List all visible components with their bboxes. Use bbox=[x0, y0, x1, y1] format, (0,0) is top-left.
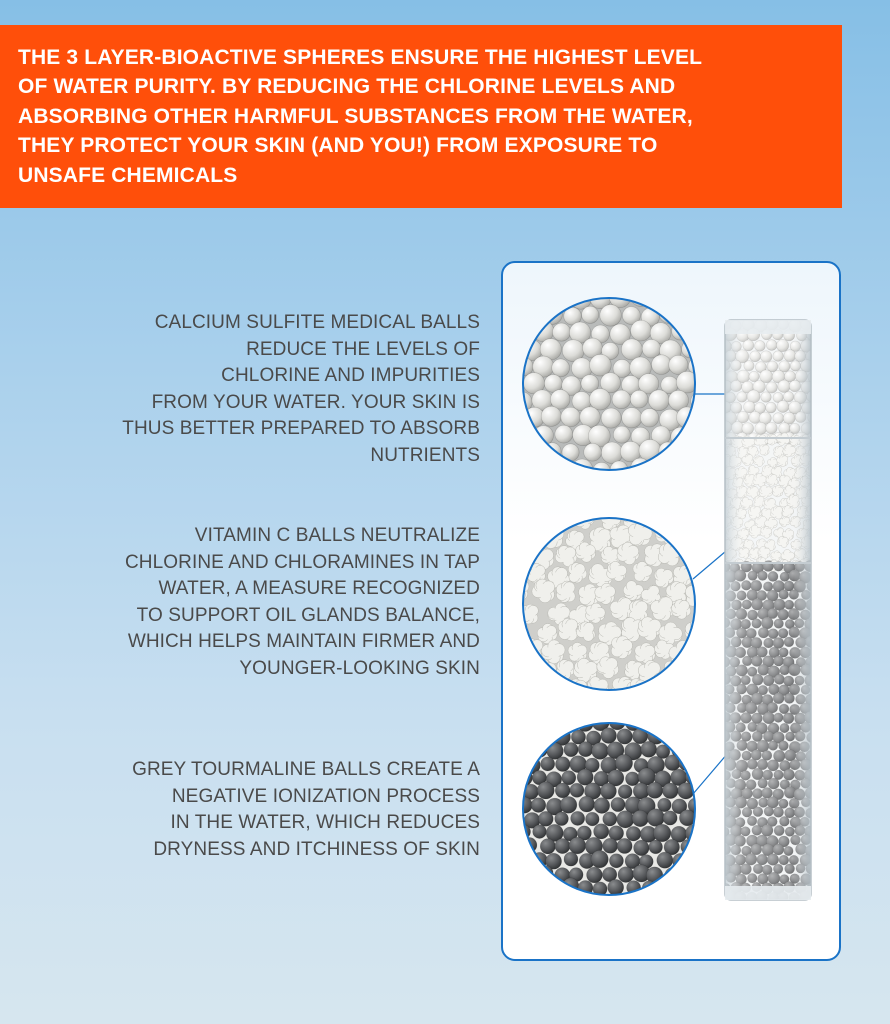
vitamin-c-description: VITAMIN C BALLS NEUTRALIZE CHLORINE AND CHLORAMINES IN TAP WATER, A MEASURE RECOGNIZED TO SUPPORT OIL GLANDS BALANCE, WHICH HELPS MAINTAIN FIRMER AND YOUNGER-LOOKING SKIN bbox=[124, 525, 480, 679]
headline-banner bbox=[0, 25, 842, 208]
vitamin-c-balls-closeup bbox=[509, 503, 718, 703]
calcium-sulfite-balls-closeup bbox=[512, 286, 710, 482]
filter-product-image-frame bbox=[501, 261, 841, 961]
tourmaline-balls-closeup bbox=[514, 713, 711, 911]
tourmaline-description: GREY TOURMALINE BALLS CREATE A NEGATIVE IONIZATION PROCESS IN THE WATER, WHICH REDUCES DRYNESS AND ITCHINESS OF SKIN bbox=[132, 759, 480, 860]
headline-text: THE 3 LAYER-BIOACTIVE SPHERES ENSURE THE HIGHEST LEVEL OF WATER PURITY. BY REDUCING THE CHLORINE LEVELS AND ABSORBING OTHER HARMFUL SUBSTANCES FROM THE WATER, THEY PROTECT YOUR SKIN (AND YOU!) FROM EXPOSURE TO UNSAFE CHEMICALS bbox=[18, 46, 703, 187]
calcium-sulfite-description: CALCIUM SULFITE MEDICAL BALLS REDUCE THE LEVELS OF CHLORINE AND IMPURITIES FROM YOUR WATER. YOUR SKIN IS THUS BETTER PREPARED TO ABSORB NUTRIENTS bbox=[122, 312, 480, 466]
filter-cartridge-illustration bbox=[503, 263, 839, 959]
filter-cartridge bbox=[717, 318, 822, 903]
